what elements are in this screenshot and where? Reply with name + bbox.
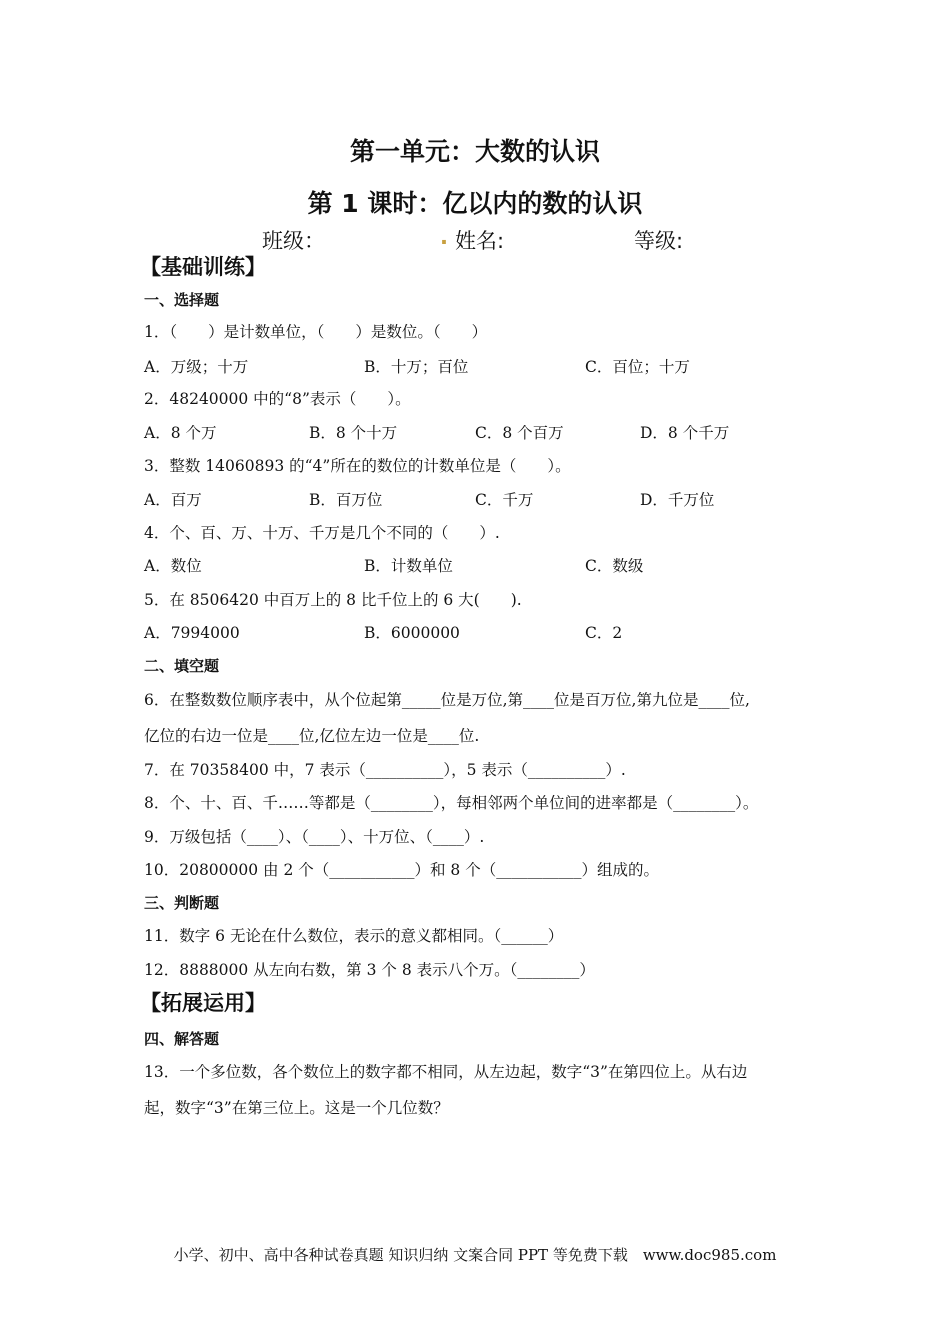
question-6-line-1: 6．在整数数位顺序表中，从个位起第_____位是万位,第____位是百万位,第九位是____位, — [144, 691, 750, 709]
q5-option-a: A．7994000 — [144, 624, 240, 642]
section-basic-training: 【基础训练】 — [140, 255, 266, 279]
section-answer: 四、解答题 — [144, 1030, 220, 1048]
q3-option-b: B．百万位 — [309, 491, 383, 509]
class-label: 班级： — [262, 229, 325, 253]
question-1: 1．（ ）是计数单位，（ ）是数位。（ ） — [144, 323, 488, 341]
q3-option-c: C．千万 — [475, 491, 534, 509]
question-6-line-2: 亿位的右边一位是____位,亿位左边一位是____位. — [144, 727, 480, 745]
question-3: 3．整数 14060893 的“4”所在的数位的计数单位是（ ）。 — [144, 457, 571, 475]
q1-option-a: A．万级；十万 — [144, 358, 249, 376]
q4-option-a: A．数位 — [144, 557, 202, 575]
q1-option-c: C．百位；十万 — [585, 358, 690, 376]
q3-option-d: D．千万位 — [640, 491, 715, 509]
question-4: 4．个、百、万、十万、千万是几个不同的（ ）. — [144, 524, 500, 542]
section-judge: 三、判断题 — [144, 894, 220, 912]
q4-option-b: B．计数单位 — [364, 557, 453, 575]
q3-option-a: A．百万 — [144, 491, 202, 509]
dot-mark: . — [440, 225, 448, 249]
unit-title: 第一单元：大数的认识 — [349, 137, 600, 166]
footer-text: 小学、初中、高中各种试卷真题 知识归纳 文案合同 PPT 等免费下载 www.doc985.com — [173, 1246, 777, 1264]
question-11: 11．数字 6 无论在什么数位，表示的意义都相同。（______） — [144, 927, 564, 945]
q4-option-c: C．数级 — [585, 557, 644, 575]
question-2: 2．48240000 中的“8”表示（ ）。 — [144, 390, 411, 408]
name-label: 姓名: — [455, 229, 505, 253]
section-choice: 一、选择题 — [144, 291, 220, 309]
question-7: 7．在 70358400 中，7 表示（__________），5 表示（__________）. — [144, 761, 626, 779]
question-10: 10．20800000 由 2 个（___________）和 8 个（___________）组成的。 — [144, 861, 659, 879]
q2-option-b: B．8 个十万 — [309, 424, 398, 442]
grade-label: 等级: — [634, 229, 684, 253]
question-13-line-1: 13．一个多位数，各个数位上的数字都不相同，从左边起，数字“3”在第四位上。从右边 — [144, 1063, 748, 1081]
lesson-title: 第 1 课时：亿以内的数的认识 — [307, 189, 643, 218]
q2-option-c: C．8 个百万 — [475, 424, 564, 442]
q1-option-b: B．十万；百位 — [364, 358, 469, 376]
q5-option-b: B．6000000 — [364, 624, 460, 642]
question-13-line-2: 起，数字“3”在第三位上。这是一个几位数？ — [144, 1099, 449, 1117]
question-8: 8．个、十、百、千……等都是（________），每相邻两个单位间的进率都是（________）。 — [144, 794, 759, 812]
q5-option-c: C．2 — [585, 624, 623, 642]
q2-option-d: D．8 个千万 — [640, 424, 730, 442]
section-extended: 【拓展运用】 — [140, 991, 266, 1015]
q2-option-a: A．8 个万 — [144, 424, 217, 442]
question-5: 5．在 8506420 中百万上的 8 比千位上的 6 大( ). — [144, 591, 522, 609]
question-12: 12．8888000 从左向右数，第 3 个 8 表示八个万。（________） — [144, 961, 595, 979]
question-9: 9．万级包括（____）、（____）、十万位、（____）. — [144, 828, 485, 846]
section-fill: 二、填空题 — [144, 657, 220, 675]
